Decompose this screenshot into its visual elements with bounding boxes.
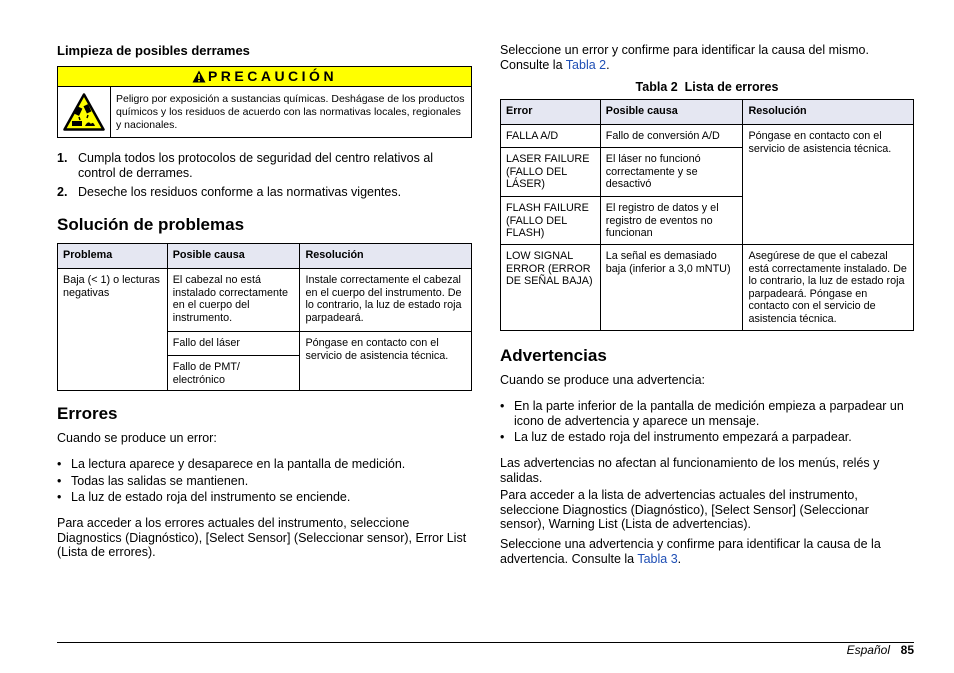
errors-bullet-list — [57, 457, 472, 507]
bullet-text: La luz de estado roja del instrumento se enciende. — [71, 490, 351, 505]
caution-header — [58, 67, 471, 87]
caution-title: PRECAUCIÓN — [207, 68, 338, 84]
bullet-text: Todas las salidas se mantienen. — [71, 473, 249, 488]
table-cell: Asegúrese de que el cabezal está correctamente instalado. De lo contrario, la luz de estado roja parpadeará. Póngase en contacto con el servicio de asistencia técnica. — [743, 245, 914, 331]
warnings-note: Las advertencias no afectan al funcionamiento de los menús, relés y salidas. — [500, 456, 880, 485]
warnings-intro: Cuando se produce una advertencia: — [500, 373, 706, 387]
table-cell: Póngase en contacto con el servicio de asistencia técnica. — [300, 332, 472, 391]
table-header: Posible causa — [167, 244, 300, 269]
list-item — [500, 430, 914, 445]
spill-heading: Limpieza de posibles derrames — [57, 43, 250, 58]
select-error-text — [500, 43, 914, 72]
table-cell: LOW SIGNAL ERROR (ERROR DE SEÑAL BAJA) — [501, 245, 601, 331]
chemical-hazard-icon — [58, 87, 111, 137]
page-number: 85 — [900, 643, 914, 657]
table-header: Resolución — [743, 100, 914, 125]
table-cell: La señal es demasiado baja (inferior a 3,0 mNTU) — [600, 245, 743, 331]
list-item — [57, 151, 472, 180]
bullet-icon: • — [57, 490, 62, 505]
sentence-end: . — [606, 57, 610, 72]
select-warning-sentence: Seleccione una advertencia y confirme para identificar la causa de la advertencia. Consulte la — [500, 537, 881, 566]
troubleshooting-table — [57, 243, 472, 391]
table-header: Posible causa — [600, 100, 743, 125]
table-cell: El registro de datos y el registro de eventos no funcionan — [600, 197, 743, 245]
step-number: 1. — [57, 151, 68, 165]
select-error-sentence: Seleccione un error y confirme para identificar la causa del mismo. Consulte la — [500, 43, 869, 72]
errors-heading: Errores — [57, 404, 118, 423]
bullet-icon: • — [57, 457, 62, 471]
troubleshooting-heading: Solución de problemas — [57, 215, 245, 234]
warnings-access-text: Para acceder a la lista de advertencias actuales del instrumento, seleccione Diagnostics (Diagnóstico), [Select Sensor] (Seleccionar sensor), Warning List (Lista de advertencias). — [500, 488, 869, 532]
errors-access-text: Para acceder a los errores actuales del instrumento, seleccione Diagnostics (Diagnóstico), [Select Sensor] (Seleccionar sensor), Error List (Lista de errores). — [57, 516, 467, 560]
footer-divider — [57, 642, 914, 643]
warnings-heading: Advertencias — [500, 346, 607, 365]
caution-box — [57, 66, 472, 138]
table-2-link[interactable]: Tabla 2 — [565, 57, 607, 72]
warning-triangle-icon — [192, 69, 206, 88]
errors-intro: Cuando se produce un error: — [57, 431, 217, 445]
table-3-link[interactable]: Tabla 3 — [637, 551, 678, 566]
table-cell: El láser no funcionó correctamente y se desactivó — [600, 148, 743, 197]
select-warning-text — [500, 537, 914, 566]
table-header: Problema — [58, 244, 168, 269]
table-header: Resolución — [300, 244, 472, 269]
table-cell: FALLA A/D — [501, 125, 601, 148]
sentence-end: . — [677, 551, 682, 566]
bullet-text: La luz de estado roja del instrumento empezará a parpadear. — [514, 430, 852, 445]
list-item — [57, 490, 472, 505]
table-cell: Póngase en contacto con el servicio de asistencia técnica. — [743, 125, 914, 245]
table-2-caption: Tabla 2 Lista de errores — [635, 80, 779, 94]
warnings-bullet-list — [500, 399, 914, 447]
table-cell: El cabezal no está instalado correctamente en el cuerpo del instrumento. — [167, 269, 300, 332]
table-cell: LASER FAILURE (FALLO DEL LÁSER) — [501, 148, 601, 197]
bullet-icon: • — [500, 399, 505, 413]
bullet-icon: • — [500, 430, 505, 445]
table-header: Error — [501, 100, 601, 125]
list-item — [57, 185, 472, 200]
list-item — [57, 457, 472, 472]
footer-language: Español — [846, 643, 890, 657]
table-cell: Fallo de conversión A/D — [600, 125, 743, 148]
step-number: 2. — [57, 185, 68, 200]
error-list-table — [500, 99, 914, 331]
step-text: Deseche los residuos conforme a las normativas vigentes. — [78, 185, 402, 200]
list-item — [57, 474, 472, 489]
table-cell: Fallo del láser — [167, 332, 300, 356]
table-cell: Instale correctamente el cabezal en el cuerpo del instrumento. De lo contrario, la luz de estado roja parpadeará. — [300, 269, 472, 332]
bullet-text: En la parte inferior de la pantalla de medición empieza a parpadear un icono de advertencia y aparece un mensaje. — [514, 399, 904, 428]
list-item — [500, 399, 914, 428]
table-cell: FLASH FAILURE (FALLO DEL FLASH) — [501, 197, 601, 245]
caution-text: Peligro por exposición a sustancias químicas. Deshágase de los productos químicos y los residuos de acuerdo con las normativas locales, regionales y nacionales. — [116, 93, 465, 131]
table-cell: Baja (< 1) o lecturas negativas — [58, 269, 168, 391]
table-cell: Fallo de PMT/ electrónico — [167, 356, 300, 391]
step-text: Cumpla todos los protocolos de seguridad del centro relativos al control de derrames. — [78, 151, 434, 180]
bullet-icon: • — [57, 473, 62, 488]
bullet-text: La lectura aparece y desaparece en la pantalla de medición. — [71, 457, 406, 471]
spill-steps-list — [57, 151, 472, 205]
